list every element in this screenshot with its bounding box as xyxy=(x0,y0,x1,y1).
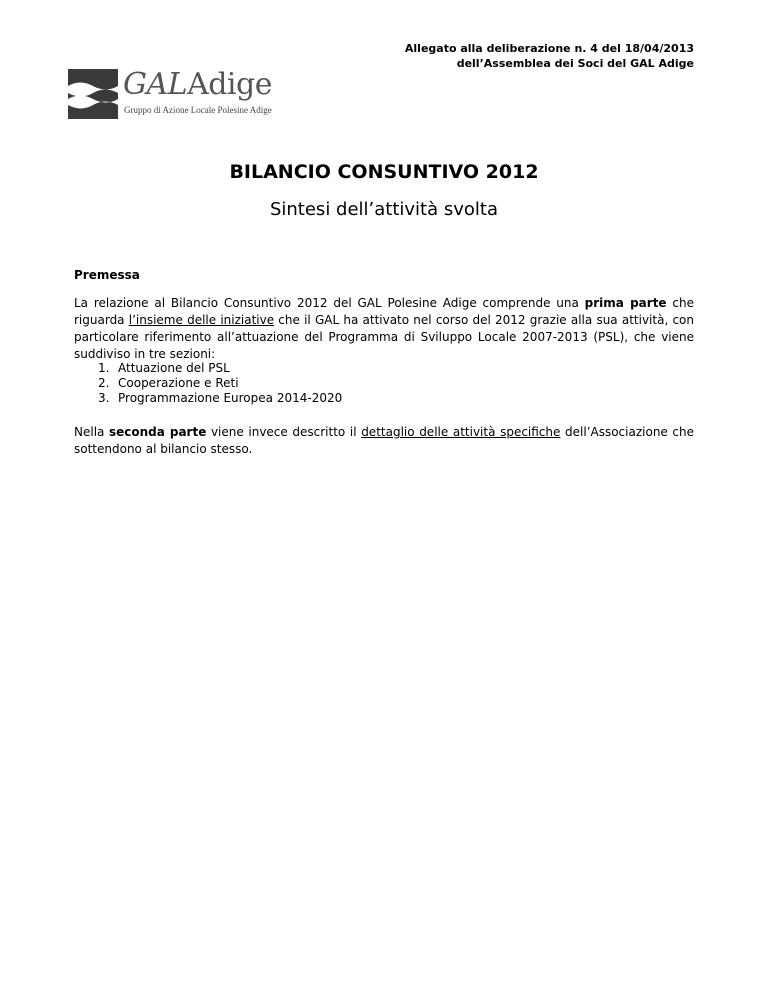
section-heading-premessa: Premessa xyxy=(74,268,140,282)
document-title: BILANCIO CONSUNTIVO 2012 xyxy=(229,161,539,183)
gal-adige-logo xyxy=(68,69,298,127)
paragraph-underlined-text: dettaglio delle attività specifiche xyxy=(361,425,561,439)
paragraph-bold-text: prima parte xyxy=(584,296,667,310)
document-subtitle: Sintesi dell’attività svolta xyxy=(269,199,499,220)
list-item-number: 3. xyxy=(98,391,110,405)
paragraph-second-part xyxy=(74,424,694,458)
paragraph-text: che riguarda xyxy=(74,296,694,327)
list-item xyxy=(98,361,342,376)
list-item-text: Attuazione del PSL xyxy=(118,361,230,375)
paragraph-text: che il GAL ha attivato nel corso del 2012 grazie alla sua attività, con particolare riferimento all’attuazione del Programma di Sviluppo Locale 2007-2013 (PSL), che viene suddiviso in tre sezioni: xyxy=(74,313,695,361)
waves-logo-icon xyxy=(68,69,118,119)
paragraph-underlined-text: l’insieme delle iniziative xyxy=(128,313,275,327)
attachment-note-line-1: Allegato alla deliberazione n. 4 del 18/04/2013 xyxy=(404,42,694,55)
list-item-text: Cooperazione e Reti xyxy=(118,376,239,390)
paragraph-text: viene invece descritto il xyxy=(206,425,362,439)
list-item-text: Programmazione Europea 2014-2020 xyxy=(118,391,343,405)
paragraph-bold-text: seconda parte xyxy=(109,425,207,439)
logo-wordmark xyxy=(123,66,272,104)
paragraph-text: dell’Associazione che sottendono al bilancio stesso. xyxy=(74,425,695,456)
paragraph-text: La relazione al Bilancio Consuntivo 2012 del GAL Polesine Adige comprende una xyxy=(74,296,585,310)
list-item xyxy=(98,376,342,391)
list-item-number: 2. xyxy=(98,376,110,390)
paragraph-text: Nella xyxy=(74,425,109,439)
list-item-number: 1. xyxy=(98,361,110,375)
logo-tagline: Gruppo di Azione Locale Polesine Adige xyxy=(124,105,272,115)
logo-wordmark-adige: Adige xyxy=(187,67,272,102)
attachment-note-line-2: dell’Assemblea dei Soci del GAL Adige xyxy=(456,57,694,70)
paragraph-introduction xyxy=(74,295,694,363)
list-item xyxy=(98,391,342,406)
logo-wordmark-gal: GAL xyxy=(123,67,188,102)
attachment-note xyxy=(405,41,694,71)
sections-list xyxy=(98,361,342,406)
